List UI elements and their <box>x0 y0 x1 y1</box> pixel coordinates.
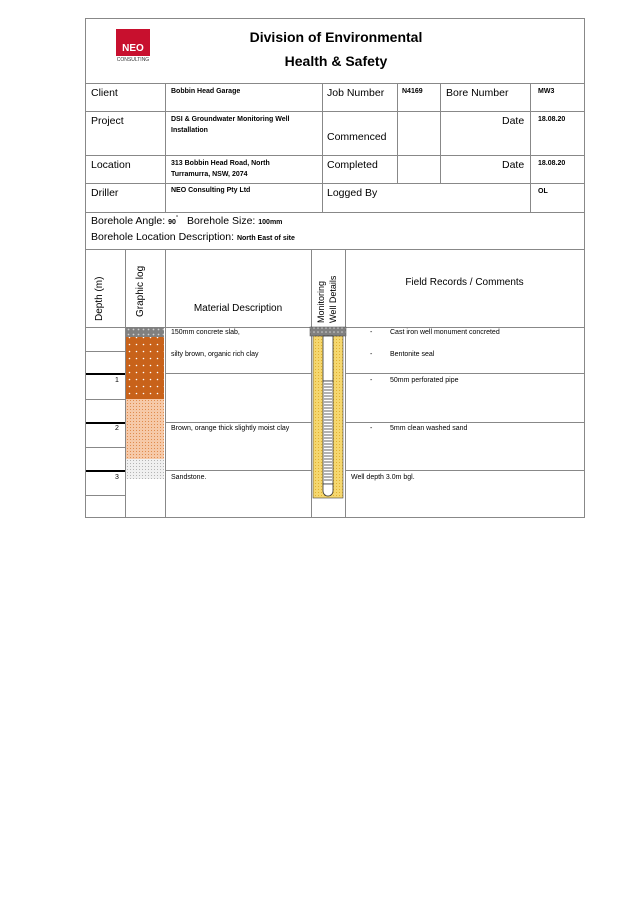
well-monument <box>310 327 346 336</box>
material-description: 150mm concrete slab, <box>171 329 240 336</box>
field-record-dash: - <box>370 329 373 336</box>
date-label-1: Date <box>502 115 525 127</box>
orange-clay-layer <box>126 399 164 459</box>
date-label-2: Date <box>502 159 525 171</box>
graphic-log-column-header: Graphic log <box>135 265 146 317</box>
field-record-text: Bentonite seal <box>390 351 435 358</box>
borehole-location-label: Borehole Location Description: <box>91 231 235 243</box>
field-record-text: Cast iron well monument concreted <box>390 329 500 336</box>
depth-label-2: 2 <box>115 425 119 432</box>
depth-label-1: 1 <box>115 377 119 384</box>
well-screen <box>323 381 333 484</box>
job-number-value: N4169 <box>402 88 423 95</box>
project-label: Project <box>91 115 124 127</box>
page-title-line-1: Division of Environmental <box>249 29 423 45</box>
driller-value: NEO Consulting Pty Ltd <box>171 187 251 194</box>
completed-label: Completed <box>327 159 378 171</box>
commenced-label: Commenced <box>327 131 387 143</box>
logo-subtext: CONSULTING <box>116 57 150 63</box>
borehole-size-value: 100mm <box>258 219 283 226</box>
field-records-column-header: Field Records / Comments <box>405 277 524 288</box>
bore-number-label: Bore Number <box>446 87 509 99</box>
well-casing <box>323 336 333 381</box>
sandstone-layer <box>126 459 164 479</box>
well-column-header-line-2: Well Details <box>328 275 338 323</box>
well-column-header-line-1: Monitoring <box>316 280 326 323</box>
material-column-header: Material Description <box>193 303 283 314</box>
project-value-line-2: Installation <box>171 127 208 134</box>
date-value-2: 18.08.20 <box>538 160 566 167</box>
location-value-line-2: Turramurra, NSW, 2074 <box>171 171 248 178</box>
client-label: Client <box>91 87 118 99</box>
bore-number-value: MW3 <box>538 88 555 95</box>
brown-clay-layer <box>126 337 164 399</box>
graphic-log <box>126 327 164 479</box>
page-title-line-2: Health & Safety <box>284 53 388 69</box>
project-value-line-1: DSI & Groundwater Monitoring Well <box>171 116 290 123</box>
borehole-angle-unit: ° <box>175 215 179 222</box>
borehole-location-line <box>91 231 295 243</box>
borehole-size-label: Borehole Size: <box>187 215 256 227</box>
field-record-text: Well depth 3.0m bgl. <box>351 474 415 481</box>
field-record-text: 5mm clean washed sand <box>390 425 468 432</box>
location-value-line-1: 313 Bobbin Head Road, North <box>171 160 270 167</box>
borehole-angle-label: Borehole Angle: <box>91 215 166 227</box>
borehole-log-sheet <box>85 18 585 518</box>
field-record-dash: - <box>370 351 373 358</box>
monitoring-well-diagram <box>308 326 348 501</box>
borehole-location-value: North East of site <box>236 235 295 242</box>
logo-text: NEO <box>122 43 144 54</box>
material-description: silty brown, organic rich clay <box>171 351 259 358</box>
depth-label-3: 3 <box>115 474 119 481</box>
location-label: Location <box>91 159 131 171</box>
date-value-1: 18.08.20 <box>538 116 566 123</box>
borehole-angle-value: 90 <box>168 219 176 226</box>
logged-by-value: OL <box>538 188 548 195</box>
driller-label: Driller <box>91 187 119 199</box>
depth-column-header: Depth (m) <box>94 276 105 321</box>
concrete-layer <box>126 327 164 337</box>
logged-by-label: Logged By <box>327 187 378 199</box>
field-record-dash: - <box>370 425 373 432</box>
field-record-dash: - <box>370 377 373 384</box>
job-number-label: Job Number <box>327 87 385 99</box>
material-description: Sandstone. <box>171 474 207 481</box>
material-description: Brown, orange thick slightly moist clay <box>171 425 290 432</box>
borehole-angle-size-line <box>91 215 282 227</box>
field-record-text: 50mm perforated pipe <box>390 377 459 384</box>
client-value: Bobbin Head Garage <box>171 88 241 95</box>
